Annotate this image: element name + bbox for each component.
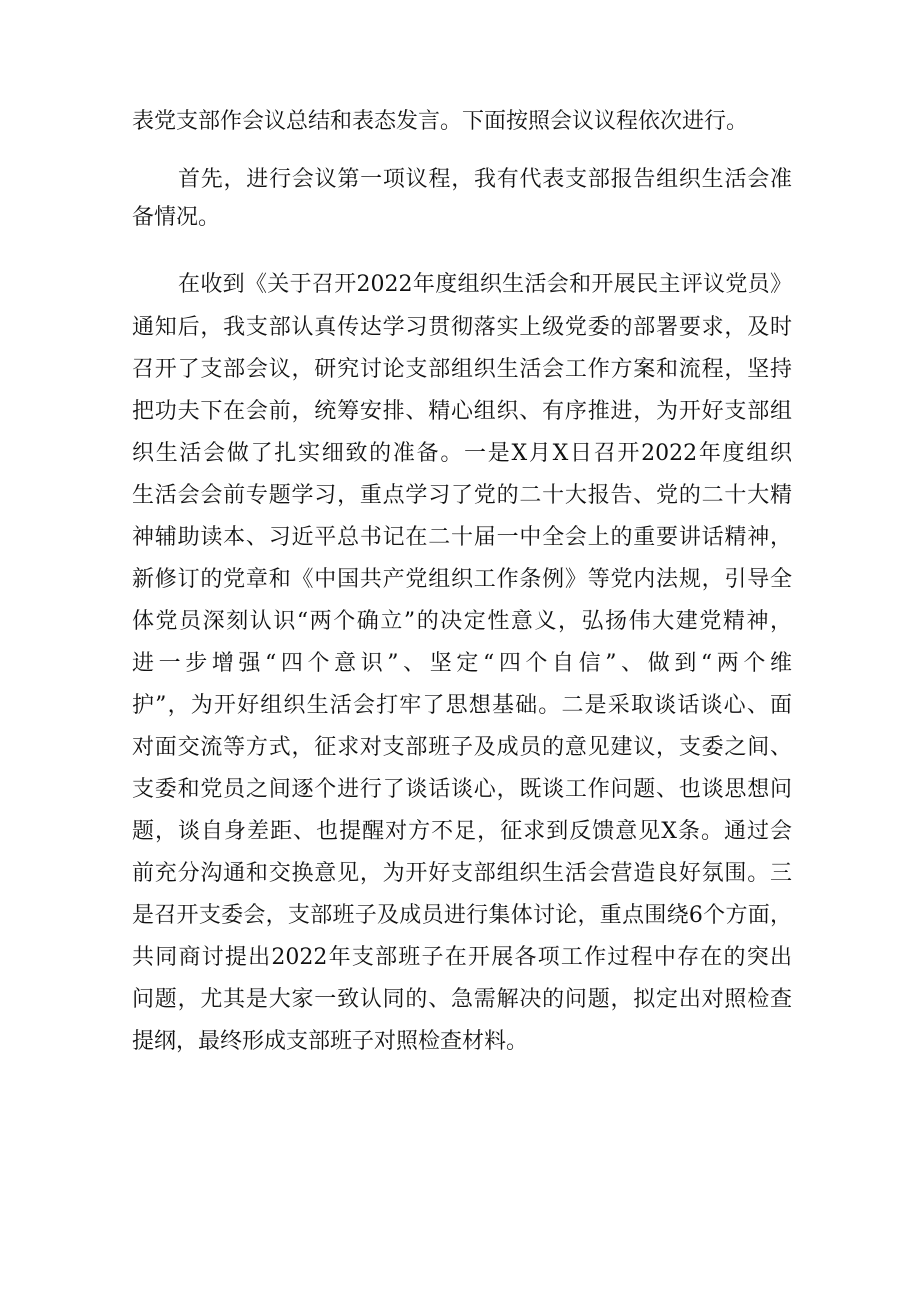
text-line: 把功夫下在会前，统筹安排、精心组织、有序推进，为开好支部组 [132,399,792,424]
paragraph-first-line: 在收到《关于召开2022年度组织生活会和开展民主评议党员》 [178,272,792,297]
text-line: 前充分沟通和交换意见，为开好支部组织生活会营造良好氛围。三 [132,861,792,886]
text-line: 织生活会做了扎实细致的准备。一是X月X日召开2022年度组织 [132,441,792,466]
paragraph-first-line: 首先，进行会议第一项议程，我有代表支部报告组织生活会准 [178,167,792,192]
text-line: 体党员深刻认识“两个确立”的决定性意义，弘扬伟大建党精神， [132,609,792,634]
text-line: 召开了支部会议，研究讨论支部组织生活会工作方案和流程，坚持 [132,357,792,382]
text-line: 是召开支委会，支部班子及成员进行集体讨论，重点围绕6个方面， [132,903,792,928]
text-line: 问题，尤其是大家一致认同的、急需解决的问题，拟定出对照检查 [132,987,792,1012]
text-line: 神辅助读本、习近平总书记在二十届一中全会上的重要讲话精神， [132,525,792,550]
text-line: 共同商讨提出2022年支部班子在开展各项工作过程中存在的突出 [132,945,792,970]
text-line: 进一步增强“四个意识”、坚定“四个自信”、做到“两个维 [132,651,792,676]
text-line: 生活会会前专题学习，重点学习了党的二十大报告、党的二十大精 [132,483,792,508]
text-line: 护”，为开好组织生活会打牢了思想基础。二是采取谈话谈心、面 [132,693,792,718]
text-line: 表党支部作会议总结和表态发言。下面按照会议议程依次进行。 [132,109,749,134]
text-line: 提纲，最终形成支部班子对照检查材料。 [132,1029,529,1054]
text-line: 通知后，我支部认真传达学习贯彻落实上级党委的部署要求，及时 [132,315,792,340]
text-line: 题，谈自身差距、也提醒对方不足，征求到反馈意见X条。通过会 [132,819,792,844]
text-line: 新修订的党章和《中国共产党组织工作条例》等党内法规，引导全 [132,567,792,592]
text-line: 支委和党员之间逐个进行了谈话谈心，既谈工作问题、也谈思想问 [132,777,792,802]
text-line: 备情况。 [132,205,221,230]
text-line: 对面交流等方式，征求对支部班子及成员的意见建议，支委之间、 [132,735,792,760]
